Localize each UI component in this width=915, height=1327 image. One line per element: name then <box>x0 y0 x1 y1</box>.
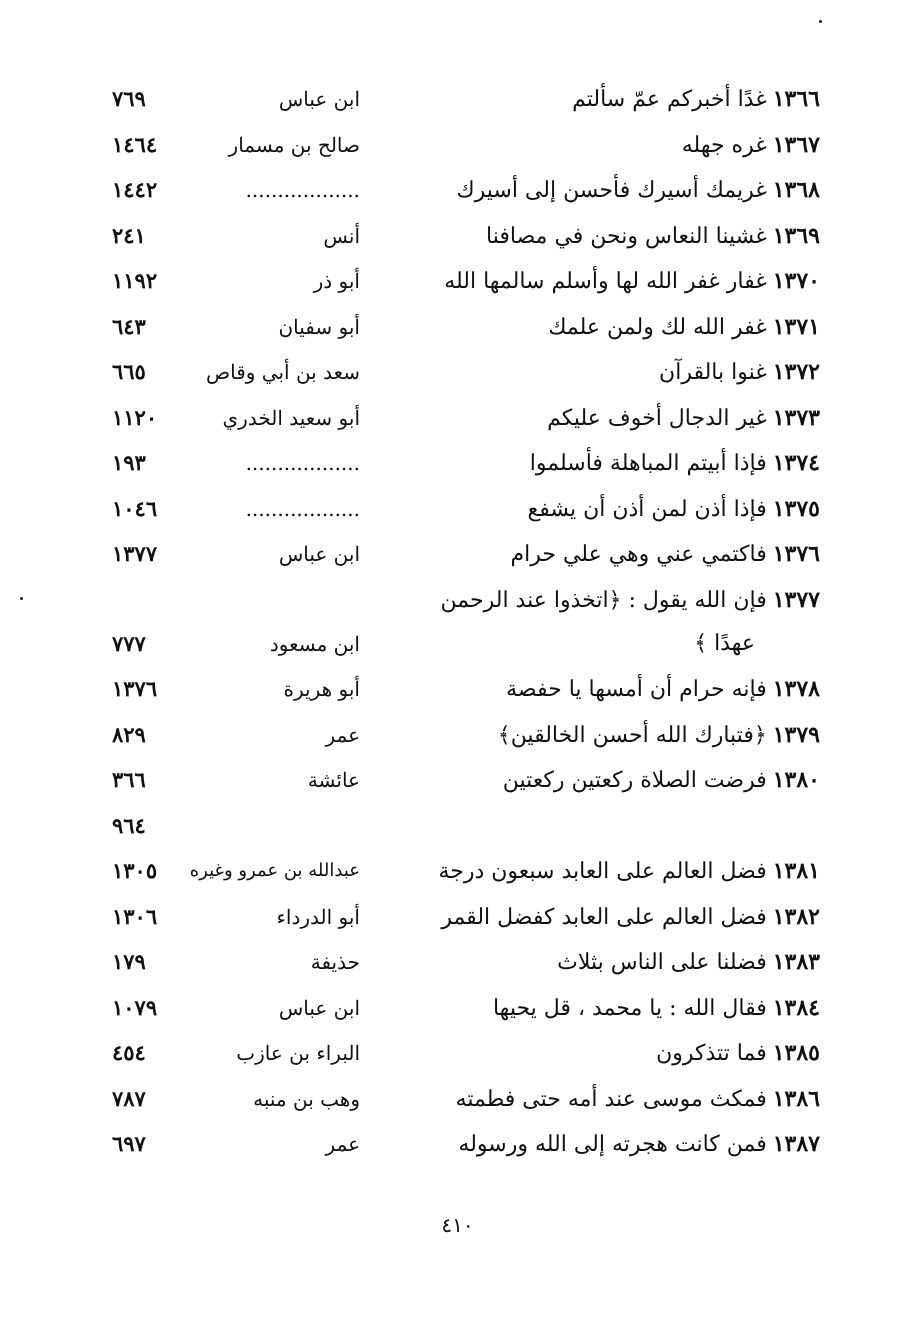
page-reference: ١٩٣ <box>112 450 146 475</box>
hadith-text: غفار غفر الله لها وأسلم سالمها الله <box>444 269 767 294</box>
hadith-text-cell <box>440 993 820 1024</box>
narrator: البراء بن عازب <box>236 1041 360 1065</box>
index-row <box>100 308 820 354</box>
index-row <box>100 898 820 944</box>
index-row <box>100 716 820 762</box>
hadith-text-cell <box>440 765 820 796</box>
narrator: .................. <box>245 178 360 202</box>
entry-number: ١٣٦٦ <box>772 86 820 112</box>
hadith-text: غره جهله <box>681 132 767 158</box>
index-row-extra-page <box>100 807 820 853</box>
hadith-text-cell <box>440 130 820 161</box>
entry-number: ١٣٧٨ <box>772 676 820 702</box>
hadith-text: فإنه حرام أن أمسها يا حفصة <box>506 677 767 702</box>
narrator: .................. <box>245 451 360 475</box>
index-row <box>100 852 820 898</box>
page-reference: ١٣٠٦ <box>112 903 158 929</box>
index-row <box>100 581 820 625</box>
page-reference: ١٣٠٥ <box>112 858 158 883</box>
hadith-text: فمن كانت هجرته إلى الله ورسوله <box>458 1132 767 1157</box>
entry-number: ١٣٨٥ <box>772 1040 820 1066</box>
page-reference: ٦٤٣ <box>112 313 146 339</box>
index-row <box>100 262 820 308</box>
entry-number: ١٣٨٠ <box>772 767 820 793</box>
index-row <box>100 399 820 445</box>
page-reference: ٢٤١ <box>112 222 146 248</box>
page-reference: ١٤٦٤ <box>112 131 158 157</box>
index-row <box>100 353 820 399</box>
index-row <box>100 217 820 263</box>
hadith-text-cell <box>440 1084 820 1115</box>
hadith-text-cell <box>440 539 820 570</box>
index-row-continuation <box>100 625 820 671</box>
page-reference: ١٤٤٢ <box>112 177 158 202</box>
page-reference: ٩٦٤ <box>112 812 146 838</box>
narrator: ابن عباس <box>278 995 360 1020</box>
entry-number: ١٣٧٠ <box>772 268 820 294</box>
hadith-text: غير الدجال أخوف عليكم <box>547 405 767 431</box>
scan-speck <box>819 20 822 23</box>
narrator: وهب بن منبه <box>253 1086 360 1111</box>
index-row <box>100 761 820 807</box>
narrator: أبو هريرة <box>283 677 360 701</box>
narrator: عمر <box>325 722 360 747</box>
page-reference: ٣٦٦ <box>112 767 146 792</box>
entry-number: ١٣٨١ <box>772 858 820 884</box>
entry-number: ١٣٧١ <box>772 313 820 340</box>
page-reference: ١١٢٠ <box>112 404 158 430</box>
narrator: .................. <box>245 496 360 521</box>
entry-number: ١٣٧٤ <box>772 450 820 476</box>
page-reference: ١٣٧٦ <box>112 676 158 701</box>
narrator: عمر <box>325 1132 360 1156</box>
hadith-text: فضلنا على الناس بثلاث <box>557 950 767 975</box>
index-row <box>100 490 820 536</box>
narrator: أبو سعيد الخدري <box>222 405 360 430</box>
entry-number: ١٣٨٦ <box>772 1085 820 1112</box>
index-row <box>100 943 820 989</box>
narrator: ابن عباس <box>278 87 360 111</box>
entry-number: ١٣٧٥ <box>772 495 820 522</box>
narrator: أبو سفيان <box>278 314 360 339</box>
page-reference: ٧٦٩ <box>112 86 146 111</box>
page-reference: ٨٢٩ <box>112 721 146 747</box>
hadith-text: فقال الله : يا محمد ، قل يحيها <box>492 995 767 1021</box>
scan-speck <box>20 597 23 600</box>
narrator: عبدالله بن عمرو وغيره <box>189 860 360 881</box>
narrator: سعد بن أبي وقاص <box>205 360 360 384</box>
narrator: عائشة <box>307 768 360 792</box>
hadith-text-cell <box>440 357 820 388</box>
index-row <box>100 171 820 217</box>
page-reference: ٦٩٧ <box>112 1131 146 1156</box>
hadith-text-cell <box>440 312 820 343</box>
index-row <box>100 1080 820 1126</box>
index-row <box>100 670 820 716</box>
hadith-text-cell <box>440 175 820 206</box>
entry-number: ١٣٧٩ <box>772 721 820 748</box>
hadith-text-cell <box>440 902 820 933</box>
page-reference: ١١٩٢ <box>112 268 158 293</box>
hadith-text: غفر الله لك ولمن علمك <box>548 314 767 340</box>
index-row <box>100 989 820 1035</box>
page-reference: ٤٥٤ <box>112 1040 146 1065</box>
hadith-text-cell <box>360 585 820 616</box>
hadith-text: فرضت الصلاة ركعتين ركعتين <box>502 768 767 793</box>
hadith-text-cell <box>440 403 820 434</box>
hadith-text-cell <box>440 1129 820 1160</box>
page-reference: ٦٦٥ <box>112 359 146 384</box>
page-reference: ١٠٧٩ <box>112 994 158 1020</box>
entry-number: ١٣٧٣ <box>772 404 820 431</box>
index-row <box>100 126 820 172</box>
index-row <box>100 80 820 126</box>
hadith-text: غنوا بالقرآن <box>659 360 767 385</box>
narrator: حذيفة <box>310 950 360 974</box>
hadith-text-cell <box>440 221 820 252</box>
hadith-text: غشينا النعاس ونحن في مصافنا <box>486 223 767 249</box>
hadith-text: فإذا أبيتم المباهلة فأسلموا <box>529 451 767 476</box>
hadith-text: فإن الله يقول : ﴿اتخذوا عند الرحمن <box>440 587 767 613</box>
hadith-text-cell <box>440 448 820 479</box>
hadith-text-cell <box>440 494 820 525</box>
page-reference: ١٣٧٧ <box>112 541 158 566</box>
hadith-text-cell <box>440 84 820 115</box>
hadith-text: فإذا أذن لمن أذن أن يشفع <box>527 496 767 522</box>
hadith-text-cell <box>440 720 820 751</box>
narrator: ابن عباس <box>278 542 360 566</box>
hadith-text-continuation: عهدًا ﴾ <box>694 630 755 656</box>
hadith-text: فاكتمي عني وهي علي حرام <box>510 542 767 567</box>
hadith-text-cell <box>440 674 820 705</box>
entry-number: ١٣٨٢ <box>772 903 820 930</box>
hadith-text: غريمك أسيرك فأحسن إلى أسيرك <box>456 178 767 203</box>
narrator: أبو ذر <box>313 269 360 293</box>
entry-number: ١٣٨٤ <box>772 994 820 1021</box>
hadith-text-cell <box>440 266 820 297</box>
hadith-text: فما تتذكرون <box>656 1041 767 1066</box>
hadith-text: فضل العالم على العابد كفضل القمر <box>441 904 767 930</box>
hadith-text: غدًا أخبركم عمّ سألتم <box>572 87 767 112</box>
entry-number: ١٣٧٦ <box>772 541 820 567</box>
page-reference: ٧٧٧ <box>112 630 146 656</box>
hadith-text-cell <box>440 1038 820 1069</box>
page-reference: ١٠٤٦ <box>112 495 158 521</box>
entry-number: ١٣٨٧ <box>772 1131 820 1157</box>
index-row <box>100 535 820 581</box>
entry-number: ١٣٦٩ <box>772 222 820 249</box>
hadith-text: فضل العالم على العابد سبعون درجة <box>438 859 767 884</box>
hadith-text-cell <box>440 856 820 887</box>
narrator: أنس <box>323 223 360 248</box>
narrator: أبو الدرداء <box>276 904 360 929</box>
page-reference: ١٧٩ <box>112 949 146 974</box>
hadith-text-cell <box>440 947 820 978</box>
page-reference: ٧٨٧ <box>112 1085 146 1111</box>
entry-number: ١٣٧٢ <box>772 359 820 385</box>
index-row <box>100 444 820 490</box>
hadith-text: فمكث موسى عند أمه حتى فطمته <box>455 1086 767 1112</box>
entry-number: ١٣٨٣ <box>772 949 820 975</box>
hadith-text: ﴿فتبارك الله أحسن الخالقين﴾ <box>497 722 767 748</box>
index-row <box>100 1125 820 1171</box>
index-row <box>100 1034 820 1080</box>
entry-number: ١٣٧٧ <box>772 586 820 613</box>
entry-number: ١٣٦٨ <box>772 177 820 203</box>
narrator: صالح بن مسمار <box>228 132 360 157</box>
narrator: ابن مسعود <box>269 631 360 656</box>
entry-number: ١٣٦٧ <box>772 131 820 158</box>
page-number: ٤١٠ <box>441 1213 474 1237</box>
hadith-index-table <box>100 80 820 1171</box>
